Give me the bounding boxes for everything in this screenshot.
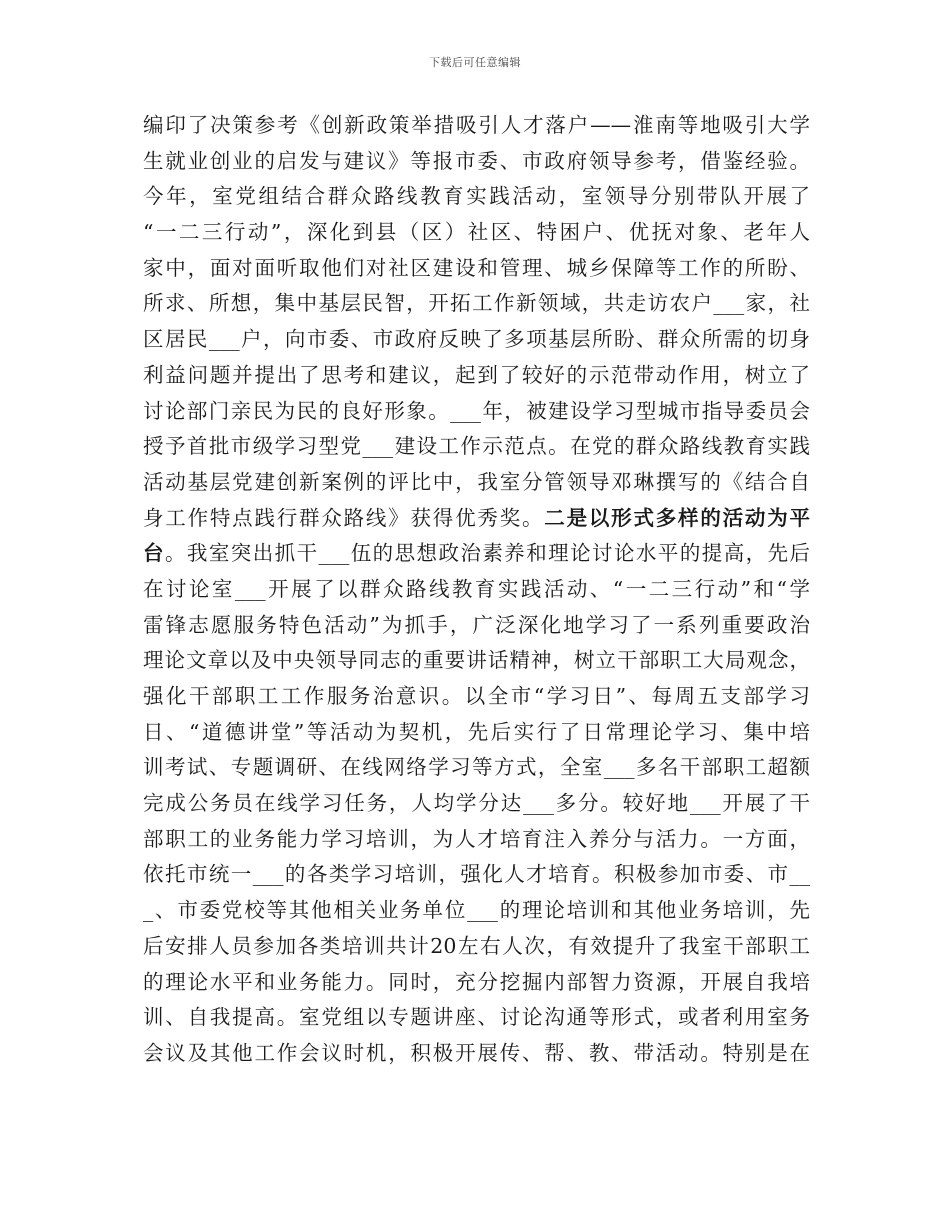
text-segment: 部职工的业务能力学习培训，为人才培育注入养分与活力。一方面， [143,826,810,851]
text-line [143,679,810,715]
text-line [143,608,810,644]
text-segment: 讨论部门亲民为民的良好形象。___年，被建设学习型城市指导委员会 [143,398,810,423]
text-segment: 强化干部职工工作服务治意识。以全市“学习日”、每周五支部学习 [143,684,810,708]
text-segment: 日、“道德讲堂”等活动为契机，先后实行了日常理论学习、集中培 [143,719,810,744]
text-segment: 的理论水平和业务能力。同时，充分挖掘内部智力资源，开展自我培 [143,969,810,994]
text-line [143,144,810,180]
text-segment: 训考试、专题调研、在线网络学习等方式，全室___多名干部职工超额 [143,755,810,780]
text-segment: 身工作特点践行群众路线》获得优秀奖。 [143,505,545,530]
text-line [143,822,810,858]
bold-text-segment: 台 [143,541,165,566]
text-segment: 今年，室党组结合群众路线教育实践活动，室领导分别带队开展了 [143,184,810,209]
text-line [143,750,810,786]
text-segment: 完成公务员在线学习任务，人均学分达___多分。较好地___开展了干 [143,791,810,816]
text-line [143,108,810,144]
text-segment: _、市委党校等其他相关业务单位___的理论培训和其他业务培训，先 [143,898,810,923]
text-segment: 区居民___户，向市委、市政府反映了多项基层所盼、群众所需的切身 [143,327,810,352]
text-segment: 雷锋志愿服务特色活动”为抓手，广泛深化地学习了一系列重要政治 [143,612,810,637]
text-segment: 训、自我提高。室党组以专题讲座、讨论沟通等形式，或者利用室务 [143,1005,810,1030]
document-body [143,108,810,1072]
text-line [143,536,810,572]
text-segment: 家中，面对面听取他们对社区建设和管理、城乡保障等工作的所盼、 [143,255,810,280]
text-segment: “一二三行动”，深化到县（区）社区、特困户、优抚对象、老年人 [143,220,810,245]
text-segment: 在讨论室___开展了以群众路线教育实践活动、“一二三行动”和“学 [143,576,810,601]
text-segment: 授予首批市级学习型党___建设工作示范点。在党的群众路线教育实践 [143,434,810,459]
text-line [143,251,810,287]
text-segment: 活动基层党建创新案例的评比中，我室分管领导邓琳撰写的《结合自 [143,469,810,494]
text-line [143,429,810,465]
text-segment: 利益问题并提出了思考和建议，起到了较好的示范带动作用，树立了 [143,362,810,387]
text-segment: 后安排人员参加各类培训共计20左右人次，有效提升了我室干部职工 [143,933,810,958]
text-line [143,501,810,537]
text-line [143,786,810,822]
text-line [143,179,810,215]
text-segment: 依托市统一___的各类学习培训，强化人才培育。积极参加市委、市__ [143,862,810,887]
text-segment: 会议及其他工作会议时机，积极开展传、帮、教、带活动。特别是在 [143,1040,810,1065]
text-line [143,715,810,751]
page-header: 下载后可任意编辑 [429,56,521,69]
text-line [143,857,810,893]
text-segment: 所求、所想，集中基层民智，开拓工作新领域，共走访农户___家，社 [143,291,810,316]
text-line [143,394,810,430]
text-line [143,643,810,679]
text-line [143,893,810,929]
text-line [143,286,810,322]
text-line [143,572,810,608]
text-line [143,1000,810,1036]
text-line [143,322,810,358]
text-line [143,465,810,501]
text-segment: 理论文章以及中央领导同志的重要讲话精神，树立干部职工大局观念， [143,648,810,673]
text-line [143,215,810,251]
text-line [143,358,810,394]
text-line [143,929,810,965]
text-segment: 生就业创业的启发与建议》等报市委、市政府领导参考，借鉴经验。 [143,148,810,173]
text-line [143,965,810,1001]
text-line [143,1036,810,1072]
text-segment: 。我室突出抓干___伍的思想政治素养和理论讨论水平的提高，先后 [164,541,811,566]
text-segment: 编印了决策参考《创新政策举措吸引人才落户——淮南等地吸引大学 [143,113,810,137]
bold-text-segment: 二是以形式多样的活动为平 [544,505,811,530]
